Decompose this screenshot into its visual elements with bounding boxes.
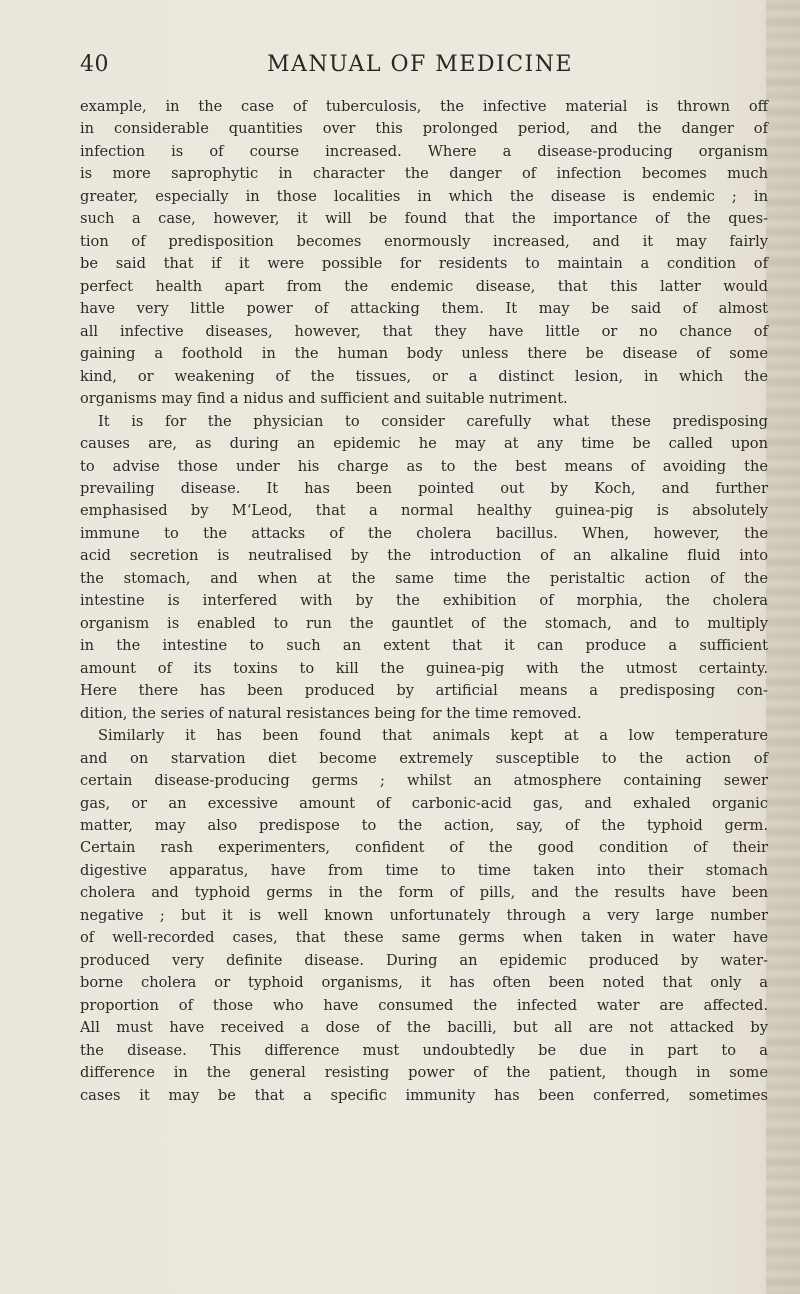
text-line: prevailing disease. It has been pointed out by Koch, and further [80, 479, 768, 497]
text-line: negative ; but it is well known unfortunately through a very large number [80, 906, 768, 924]
text-line: organism is enabled to run the gauntlet of the stomach, and to multiply [80, 614, 768, 632]
text-line: matter, may also predispose to the action, say, of the typhoid germ. [80, 817, 768, 834]
text-line: have very little power of attacking them. It may be said of almost [80, 300, 768, 318]
text-line: example, in the case of tuberculosis, the infective material is thrown off [80, 98, 768, 115]
text-line: emphasised by M‘Leod, that a normal healthy guinea-pig is absolutely [80, 502, 768, 520]
text-line: tion of predisposition becomes enormously increased, and it may fairly [80, 232, 768, 250]
text-line: in considerable quantities over this prolonged period, and the danger of [80, 120, 768, 138]
text-line: Certain rash experimenters, confident of the good condition of their [80, 839, 768, 857]
paragraph-start-line: It is for the physician to consider carefully what these predisposing [98, 412, 768, 430]
paragraph-end-line: dition, the series of natural resistances being for the time removed. [80, 704, 582, 722]
text-line: All must have received a dose of the bacilli, but all are not attacked by [80, 1019, 768, 1037]
page-header [80, 52, 760, 86]
text-line: cases it may be that a specific immunity has been conferred, sometimes [80, 1086, 768, 1104]
text-line: borne cholera or typhoid organisms, it has often been noted that only a [80, 974, 768, 992]
text-line: digestive apparatus, have from time to time taken into their stomach [80, 861, 768, 879]
text-line: cholera and typhoid germs in the form of pills, and the results have been [80, 884, 768, 902]
running-title: MANUAL OF MEDICINE [266, 52, 574, 77]
text-line: and on starvation diet become extremely susceptible to the action of [80, 749, 768, 767]
text-line: be said that if it were possible for residents to maintain a condition of [80, 255, 768, 273]
text-line: amount of its toxins to kill the guinea-pig with the utmost certainty. [80, 659, 768, 677]
text-line: produced very definite disease. During an epidemic produced by water- [80, 951, 768, 969]
text-line: in the intestine to such an extent that it can produce a sufficient [80, 637, 768, 655]
text-line: to advise those under his charge as to the best means of avoiding the [80, 457, 768, 475]
text-line: causes are, as during an epidemic he may at any time be called upon [80, 435, 768, 453]
text-line: the stomach, and when at the same time the peristaltic action of the [80, 569, 768, 587]
text-line: certain disease-producing germs ; whilst an atmosphere containing sewer [80, 772, 768, 790]
page-edge-shadow [766, 0, 800, 1294]
paragraph-end-line: organisms may find a nidus and sufficient and suitable nutriment. [80, 390, 568, 408]
text-line: greater, especially in those localities in which the disease is endemic ; in [80, 187, 768, 205]
text-line: such a case, however, it will be found that the importance of the ques- [80, 210, 768, 228]
text-line: intestine is interfered with by the exhibition of morphia, the cholera [80, 592, 768, 610]
text-line: of well-recorded cases, that these same germs when taken in water have [80, 929, 768, 947]
text-line: infection is of course increased. Where a disease-producing organism [80, 142, 768, 160]
text-line: immune to the attacks of the cholera bacillus. When, however, the [80, 524, 768, 542]
text-line: Here there has been produced by artificial means a predisposing con- [80, 682, 768, 700]
text-line: kind, or weakening of the tissues, or a distinct lesion, in which the [80, 367, 768, 385]
text-line: proportion of those who have consumed the infected water are affected. [80, 996, 768, 1014]
text-line: is more saprophytic in character the danger of infection becomes much [80, 165, 768, 183]
text-line: difference in the general resisting power of the patient, though in some [80, 1064, 768, 1082]
text-line: gaining a foothold in the human body unless there be disease of some [80, 345, 768, 363]
text-line: the disease. This difference must undoubtedly be due in part to a [80, 1041, 768, 1059]
text-line: all infective diseases, however, that they have little or no chance of [80, 322, 768, 340]
text-line: gas, or an excessive amount of carbonic-acid gas, and exhaled organic [80, 794, 768, 812]
body-text [80, 96, 768, 1107]
page-number: 40 [80, 52, 109, 77]
text-line: acid secretion is neutralised by the introduction of an alkaline fluid into [80, 547, 768, 565]
text-line: perfect health apart from the endemic disease, that this latter would [80, 277, 768, 295]
paragraph-start-line: Similarly it has been found that animals kept at a low temperature [98, 727, 768, 745]
